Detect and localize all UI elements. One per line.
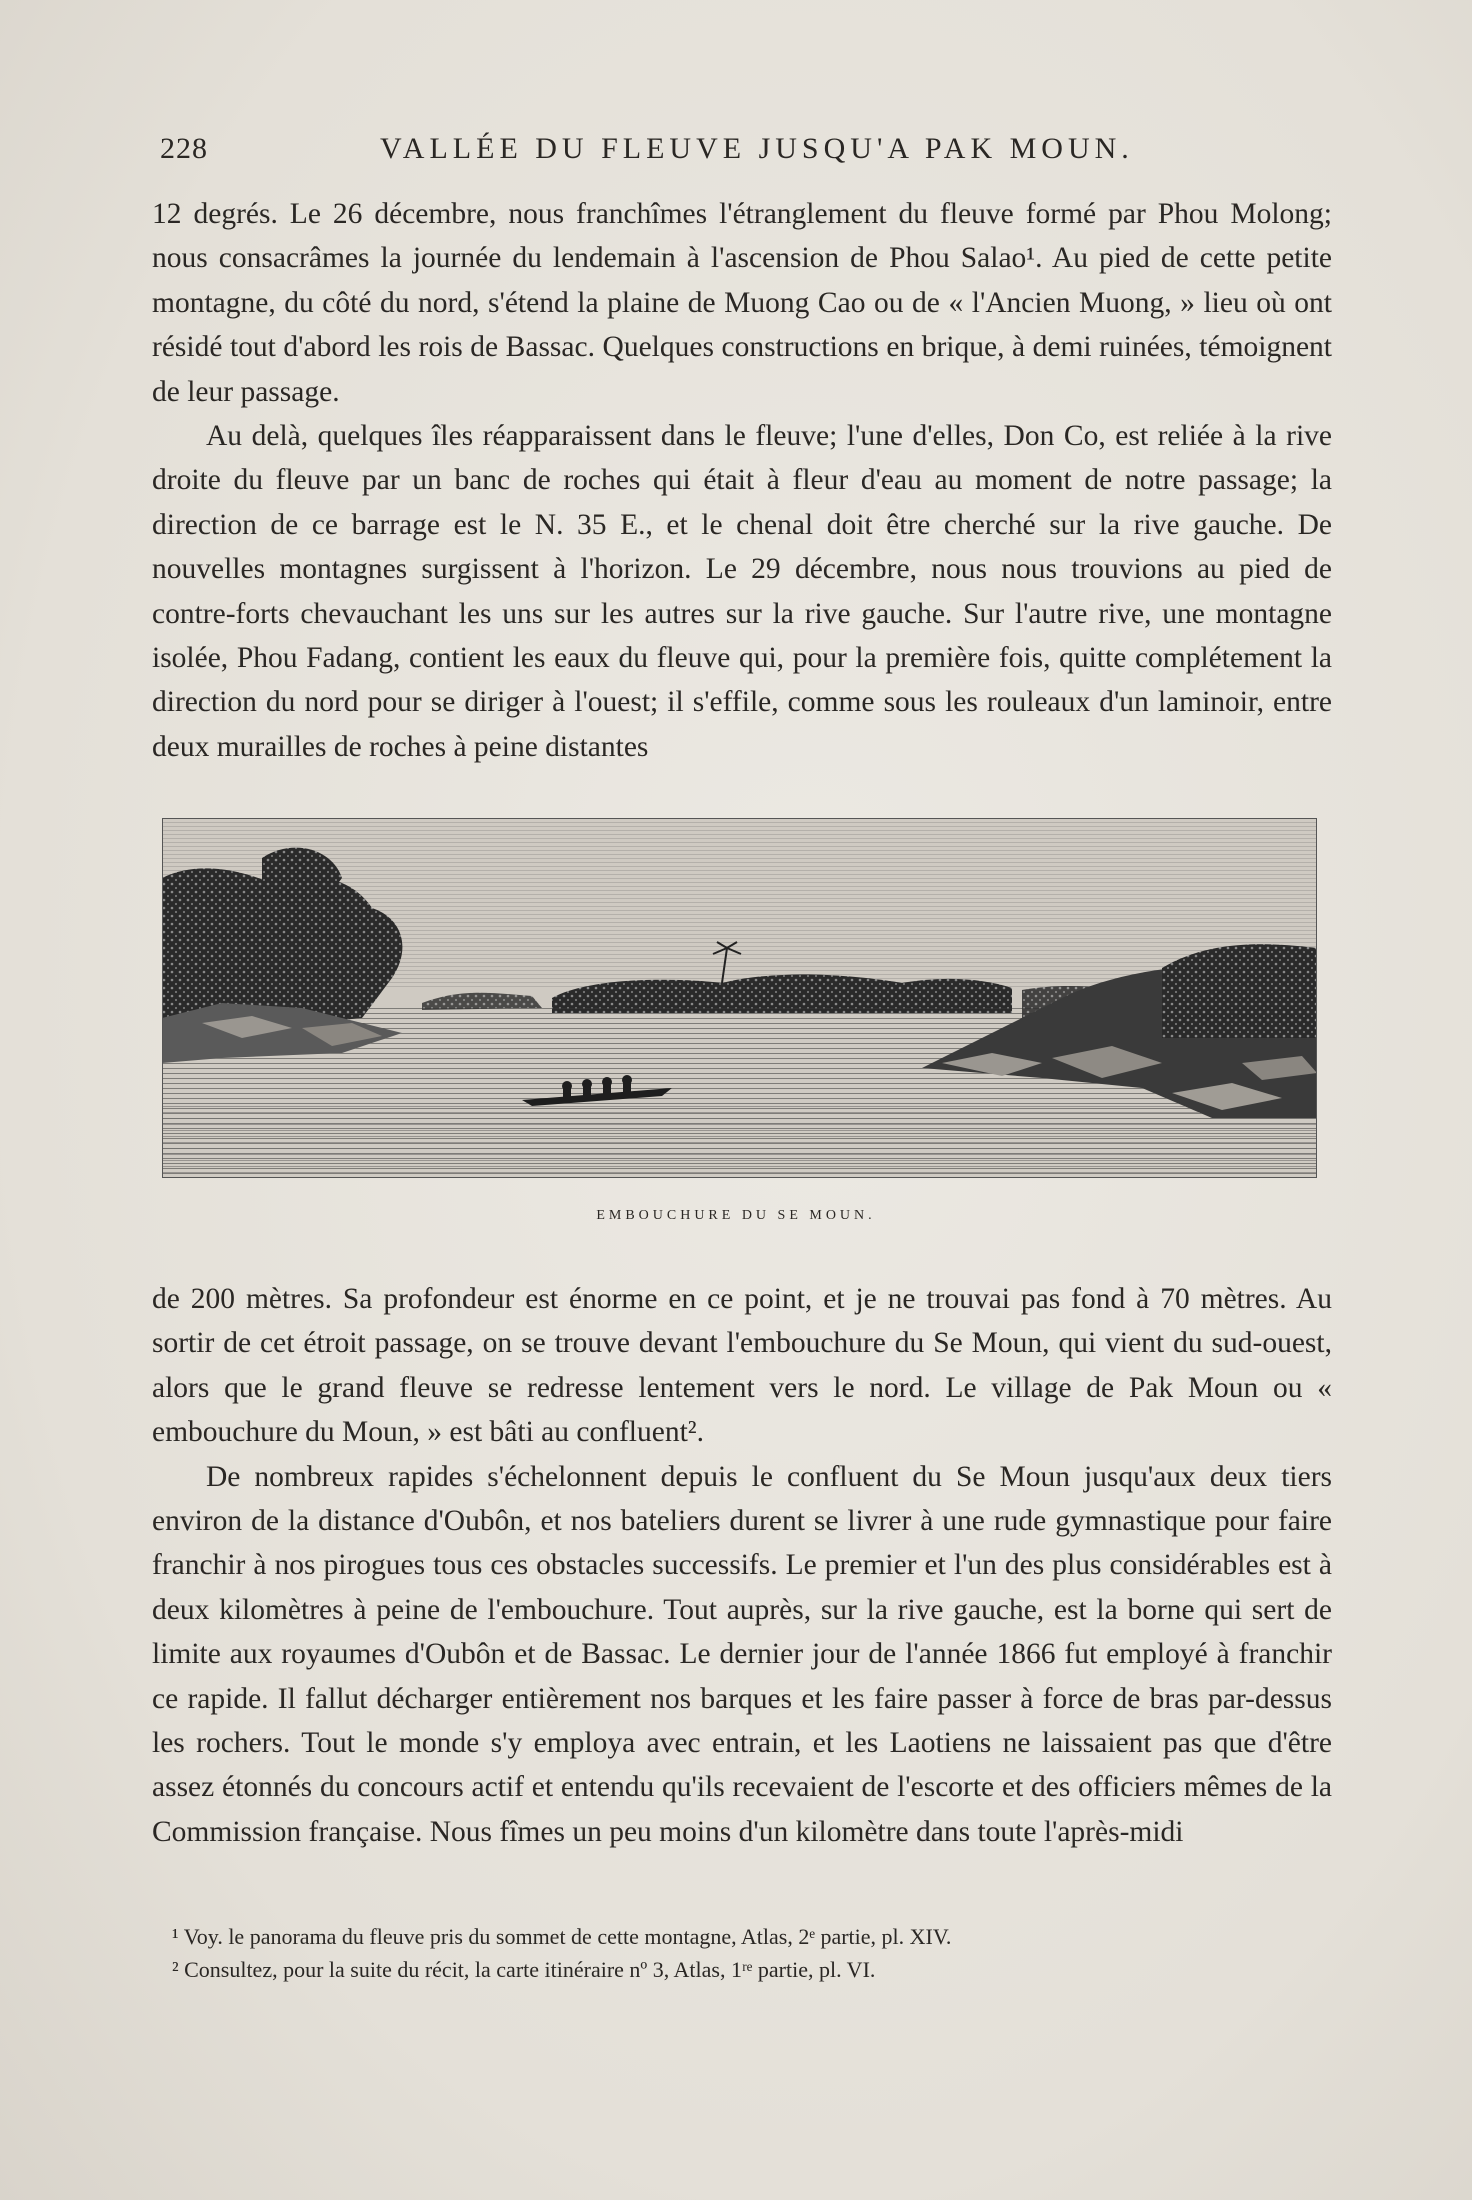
paragraph: 12 degrés. Le 26 décembre, nous franchîmes l'étranglement du fleuve formé par Phou Molong; nous consacrâmes la journée du lendemain à l'ascension de Phou Salao¹. Au pied de cette petite montagne, du côté du nord, s'étend la plaine de Muong Cao ou de « l'Ancien Muong, » lieu où ont résidé tout d'abord les rois de Bassac. Quelques constructions en brique, à demi ruinées, témoignent de leur passage. bbox=[152, 198, 1332, 408]
paragraph: Au delà, quelques îles réapparaissent dans le fleuve; l'une d'elles, Don Co, est reliée à la rive droite du fleuve par un banc de roches qui était à fleur d'eau au moment de notre passage; la direction de ce barrage est le N. 35 E., et le chenal doit être cherché sur la rive gauche. De nouvelles montagnes surgissent à l'horizon. Le 29 décembre, nous nous trouvions au pied de contre-forts chevauchant les uns sur les autres sur la rive gauche. Sur l'autre rive, une montagne isolée, Phou Fadang, contient les eaux du fleuve qui, pour la première fois, quitte complétement la direction du nord pour se diriger à l'ouest; il s'effile, comme sous les rouleaux d'un laminoir, entre deux murailles de roches à peine distantes bbox=[152, 420, 1332, 763]
footnote-1: ¹ Voy. le panorama du fleuve pris du sommet de cette montagne, Atlas, 2ᵉ partie, pl. XIV. bbox=[172, 1924, 952, 1949]
engraving-illustration bbox=[162, 818, 1317, 1178]
river-mouth-engraving bbox=[162, 818, 1317, 1178]
text-block-bottom bbox=[152, 1277, 1332, 1854]
paragraph: de 200 mètres. Sa profondeur est énorme en ce point, et je ne trouvai pas fond à 70 mètres. Au sortir de cet étroit passage, on se trouve devant l'embouchure du Se Moun, qui vient du sud-ouest, alors que le grand fleuve se redresse lentement vers le nord. Le village de Pak Moun ou « embouchure du Moun, » est bâti au confluent². bbox=[152, 1283, 1332, 1449]
page-number: 228 bbox=[160, 132, 208, 165]
paragraph: De nombreux rapides s'échelonnent depuis le confluent du Se Moun jusqu'aux deux tiers environ de la distance d'Oubôn, et nos bateliers durent se livrer à une rude gymnastique pour faire franchir à nos pirogues tous ces obstacles successifs. Le premier et l'un des plus considérables est à deux kilomètres à peine de l'embouchure. Tout auprès, sur la rive gauche, est la borne qui sert de limite aux royaumes d'Oubôn et de Bassac. Le dernier jour de l'année 1866 fut employé à franchir ce rapide. Il fallut décharger entièrement nos barques et les faire passer à force de bras par-dessus les rochers. Tout le monde s'y employa avec entrain, et les Laotiens ne laissaient pas que d'être assez étonnés du concours actif et entendu qu'ils recevaient de l'escorte et des officiers mêmes de la Commission française. Nous fîmes un peu moins d'un kilomètre dans toute l'après-midi bbox=[152, 1460, 1332, 1848]
running-title: VALLÉE DU FLEUVE JUSQU'A PAK MOUN. bbox=[380, 132, 1134, 165]
illustration-caption: EMBOUCHURE DU SE MOUN. bbox=[596, 1208, 876, 1223]
text-block-top bbox=[152, 192, 1332, 769]
footnote-2: ² Consultez, pour la suite du récit, la carte itinéraire nº 3, Atlas, 1ʳᵉ partie, pl. VI. bbox=[172, 1957, 876, 1982]
footnotes bbox=[172, 1920, 1272, 1986]
page-header bbox=[160, 132, 1330, 172]
